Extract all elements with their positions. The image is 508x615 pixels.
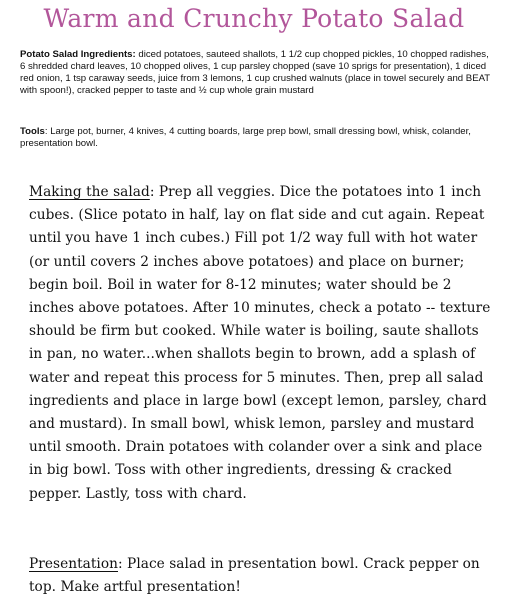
ingredients-label: Potato Salad Ingredients: bbox=[20, 49, 136, 60]
making-salad-heading: Making the salad bbox=[29, 184, 150, 200]
ingredients-text: diced potatoes, sauteed shallots, 1 1/2 cup chopped pickles, 10 chopped radishes, 6 shredded chard leaves, 10 chopped olives, 1 cup parsley chopped (save 10 sprigs for presentation), 1 diced red onion, 1 tsp caraway seeds, juice from 3 lemons, 1 cup crushed walnuts (place in towel securely and BEAT with spoon!), cracked pepper to taste and ½ cup whole grain mustard bbox=[20, 49, 490, 96]
tools-label: Tools bbox=[20, 126, 45, 137]
ingredients-paragraph bbox=[20, 49, 490, 97]
presentation-paragraph bbox=[29, 553, 495, 599]
presentation-text: : Place salad in presentation bowl. Crack pepper on top. Make artful presentation! bbox=[29, 556, 480, 596]
making-salad-text: : Prep all veggies. Dice the potatoes into 1 inch cubes. (Slice potato in half, lay on flat side and cut again. Repeat until you have 1 inch cubes.) Fill pot 1/2 way full with hot water (or until covers 2 inches above potatoes) and place on burner; begin boil. Boil in water for 8-12 minutes; water should be 2 inches above potatoes. After 10 minutes, check a potato -- texture should be firm but cooked. While water is boiling, saute shallots in pan, no water...when shallots begin to brown, add a splash of water and repeat this process for 5 minutes. Then, prep all salad ingredients and place in large bowl (except lemon, parsley, chard and mustard). In small bowl, whisk lemon, parsley and mustard until smooth. Drain potatoes with colander over a sink and place in big bowl. Toss with other ingredients, dressing & cracked pepper. Lastly, toss with chard. bbox=[29, 184, 491, 502]
presentation-heading: Presentation bbox=[29, 556, 118, 572]
page-title: Warm and Crunchy Potato Salad bbox=[43, 4, 465, 33]
tools-paragraph bbox=[20, 126, 490, 150]
tools-text: : Large pot, burner, 4 knives, 4 cutting boards, large prep bowl, small dressing bowl, whisk, colander, presentation bowl. bbox=[20, 126, 471, 149]
making-salad-paragraph bbox=[29, 181, 495, 506]
